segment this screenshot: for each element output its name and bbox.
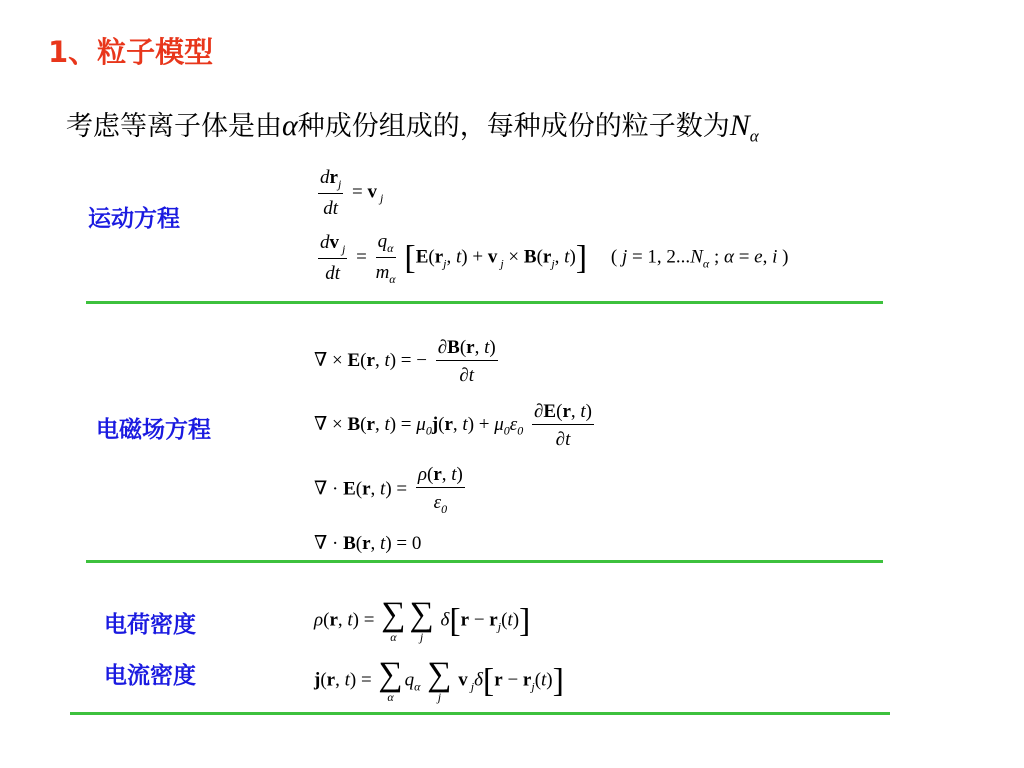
maxwell-equation-faraday: ∇ × E(r, t) = − $\frac{\partial B(r, t)}{\partial t}$ [314,337,496,386]
section-divider-2 [86,560,883,563]
motion-equation-2: $\frac{dv _j}{dt}$ = $\frac{q_\alpha}{m_\alpha}$ [$E(r_j$, t) + v $_j \times B(r_j$, t)] ( j = 1, $2...N_\alpha$ ; α = e, i ) [320,231,789,286]
maxwell-equation-ampere: ∇ × B(r, $t) = \mu_0j(r$, $t) + \mu_0\varepsilon_0$ $\frac{\partial E(r, t)}{\partial t}$ [314,401,592,450]
motion-equation-1: $\frac{dr_j}{dt}$ = v $_j$ [320,167,384,219]
intro-text-before: 考虑等离子体是由 [66,111,282,142]
current-density-label: 电流密度 [104,663,196,689]
maxwell-equation-gauss-b: ∇ · B(r, t) = 0 [314,533,422,554]
maxwell-equation-gauss-e: ∇ · E(r, t) = $\frac{\rho(r, t)}{\varepsilon_0}$ [314,464,463,516]
intro-text [66,104,759,146]
intro-text-after: 种成份组成的，每种成份的粒子数为 [297,111,730,142]
charge-density-label: 电荷密度 [104,612,196,638]
section-divider-1 [86,301,883,304]
n-symbol: N [729,109,750,142]
n-subscript: α [749,126,759,146]
page-title: 1、粒子模型 [48,35,214,69]
current-density-equation: j(r, t) = ∑ α $q_\alpha$ ∑ j v $_j\delta[r - r_j(t)]$ [314,656,564,704]
section-divider-3 [70,712,890,715]
alpha-symbol: α [282,109,298,142]
charge-density-equation: ρ(r, t) = ∑ α ∑ j $\delta[r - r_j(t)]$ [314,596,531,644]
motion-equation-label: 运动方程 [88,206,180,232]
em-field-equation-label: 电磁场方程 [96,417,211,443]
